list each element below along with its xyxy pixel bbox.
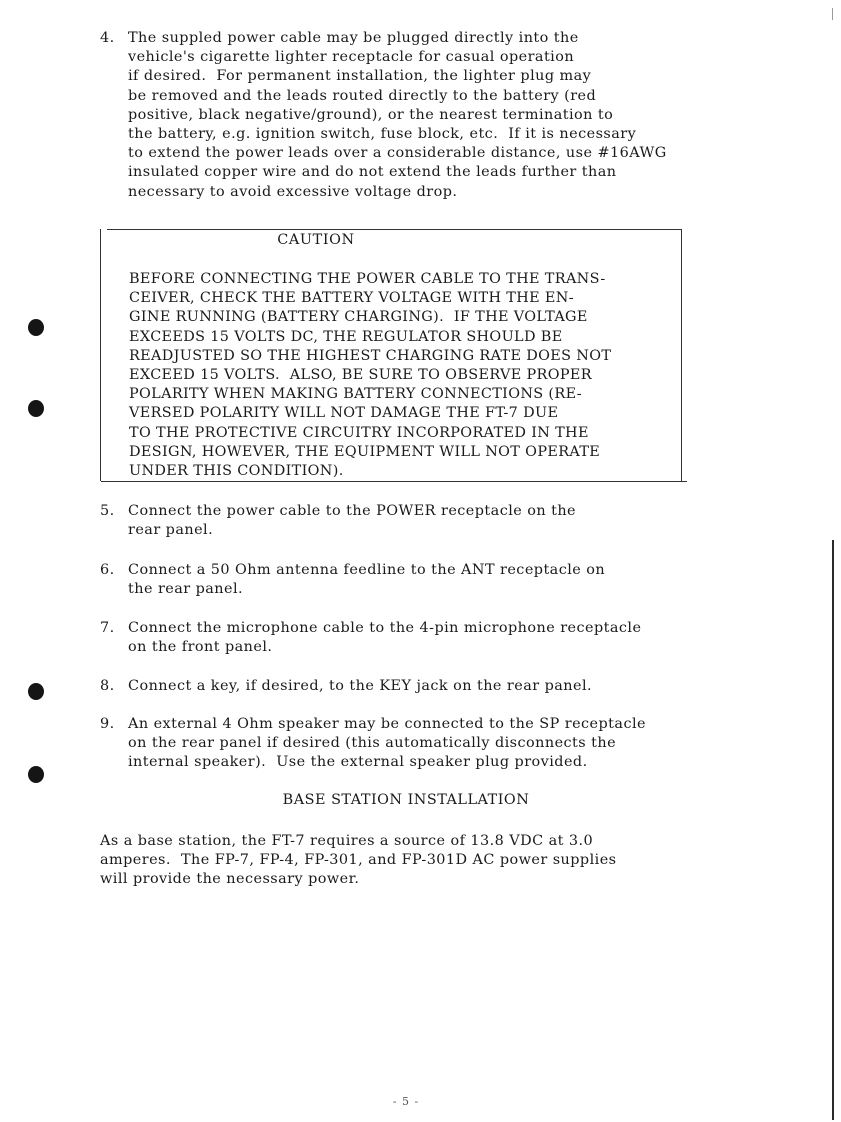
item-text-line: on the rear panel if desired (this automatically disconnects the (128, 735, 617, 752)
list-item-7 (100, 619, 720, 657)
item-text-line: An external 4 Ohm speaker may be connected to the SP receptacle (128, 716, 646, 732)
caution-line: EXCEED 15 VOLTS. ALSO, BE SURE TO OBSERVE PROPER (129, 367, 592, 384)
item-text-line: rear panel. (128, 522, 214, 539)
item-text-line: the rear panel. (128, 581, 244, 598)
caution-text (129, 270, 689, 481)
item-text-line: The suppled power cable may be plugged directly into the (128, 30, 579, 46)
item-number: 6. (100, 562, 115, 578)
caution-line: POLARITY WHEN MAKING BATTERY CONNECTIONS (RE- (129, 386, 582, 403)
caution-line: BEFORE CONNECTING THE POWER CABLE TO THE TRANS- (129, 271, 606, 287)
paragraph-line: will provide the necessary power. (100, 871, 360, 888)
item-text-line: the battery, e.g. ignition switch, fuse block, etc. If it is necessary (128, 126, 637, 143)
caution-line: UNDER THIS CONDITION). (129, 463, 344, 480)
caution-title: CAUTION (277, 232, 355, 248)
list-item-4 (100, 29, 720, 202)
item-text-line: on the front panel. (128, 639, 273, 656)
base-station-paragraph (100, 832, 720, 890)
punch-hole (28, 766, 44, 783)
page-number: - 5 - (392, 1095, 420, 1108)
scan-edge-line (832, 540, 834, 1120)
caution-line: READJUSTED SO THE HIGHEST CHARGING RATE DOES NOT (129, 347, 612, 364)
section-heading: BASE STATION INSTALLATION (282, 792, 530, 808)
item-number: 4. (100, 30, 115, 46)
caution-line: GINE RUNNING (BATTERY CHARGING). IF THE VOLTAGE (129, 309, 588, 326)
punch-hole (28, 400, 44, 417)
item-number: 8. (100, 678, 115, 694)
item-text-line: Connect a key, if desired, to the KEY jack on the rear panel. (128, 678, 593, 694)
item-text-line: Connect a 50 Ohm antenna feedline to the ANT receptacle on (128, 562, 606, 578)
scan-edge-mark (832, 8, 833, 20)
caution-line: EXCEEDS 15 VOLTS DC, THE REGULATOR SHOULD BE (129, 328, 563, 345)
item-text-line: if desired. For permanent installation, the lighter plug may (128, 68, 592, 85)
punch-hole (28, 683, 44, 700)
item-text-line: Connect the power cable to the POWER receptacle on the (128, 503, 577, 519)
caution-line: DESIGN, HOWEVER, THE EQUIPMENT WILL NOT OPERATE (129, 443, 601, 460)
item-number: 9. (100, 716, 115, 732)
item-text-line: to extend the power leads over a considerable distance, use #16AWG (128, 145, 667, 162)
paragraph-line: amperes. The FP-7, FP-4, FP-301, and FP-301D AC power supplies (100, 852, 617, 869)
item-number: 5. (100, 503, 115, 519)
item-text-line: insulated copper wire and do not extend the leads further than (128, 164, 617, 181)
list-item-9 (100, 715, 720, 773)
caution-line: TO THE PROTECTIVE CIRCUITRY INCORPORATED IN THE (129, 424, 589, 441)
item-text-line: positive, black negative/ground), or the nearest termination to (128, 106, 614, 123)
item-text-line: vehicle's cigarette lighter receptacle for casual operation (128, 49, 575, 66)
item-text-line: be removed and the leads routed directly to the battery (red (128, 87, 597, 104)
item-number: 7. (100, 620, 115, 636)
caution-line: CEIVER, CHECK THE BATTERY VOLTAGE WITH THE EN- (129, 290, 574, 307)
list-item-8 (100, 677, 720, 696)
caution-line: VERSED POLARITY WILL NOT DAMAGE THE FT-7 DUE (129, 405, 559, 422)
caution-top-rule (107, 229, 681, 230)
list-item-6 (100, 561, 720, 599)
item-text-line: Connect the microphone cable to the 4-pin microphone receptacle (128, 620, 642, 636)
punch-hole (28, 319, 44, 336)
item-text-line: necessary to avoid excessive voltage drop. (128, 183, 458, 200)
paragraph-line: As a base station, the FT-7 requires a source of 13.8 VDC at 3.0 (100, 833, 594, 849)
item-text-line: internal speaker). Use the external speaker plug provided. (128, 754, 588, 771)
list-item-5 (100, 502, 720, 540)
